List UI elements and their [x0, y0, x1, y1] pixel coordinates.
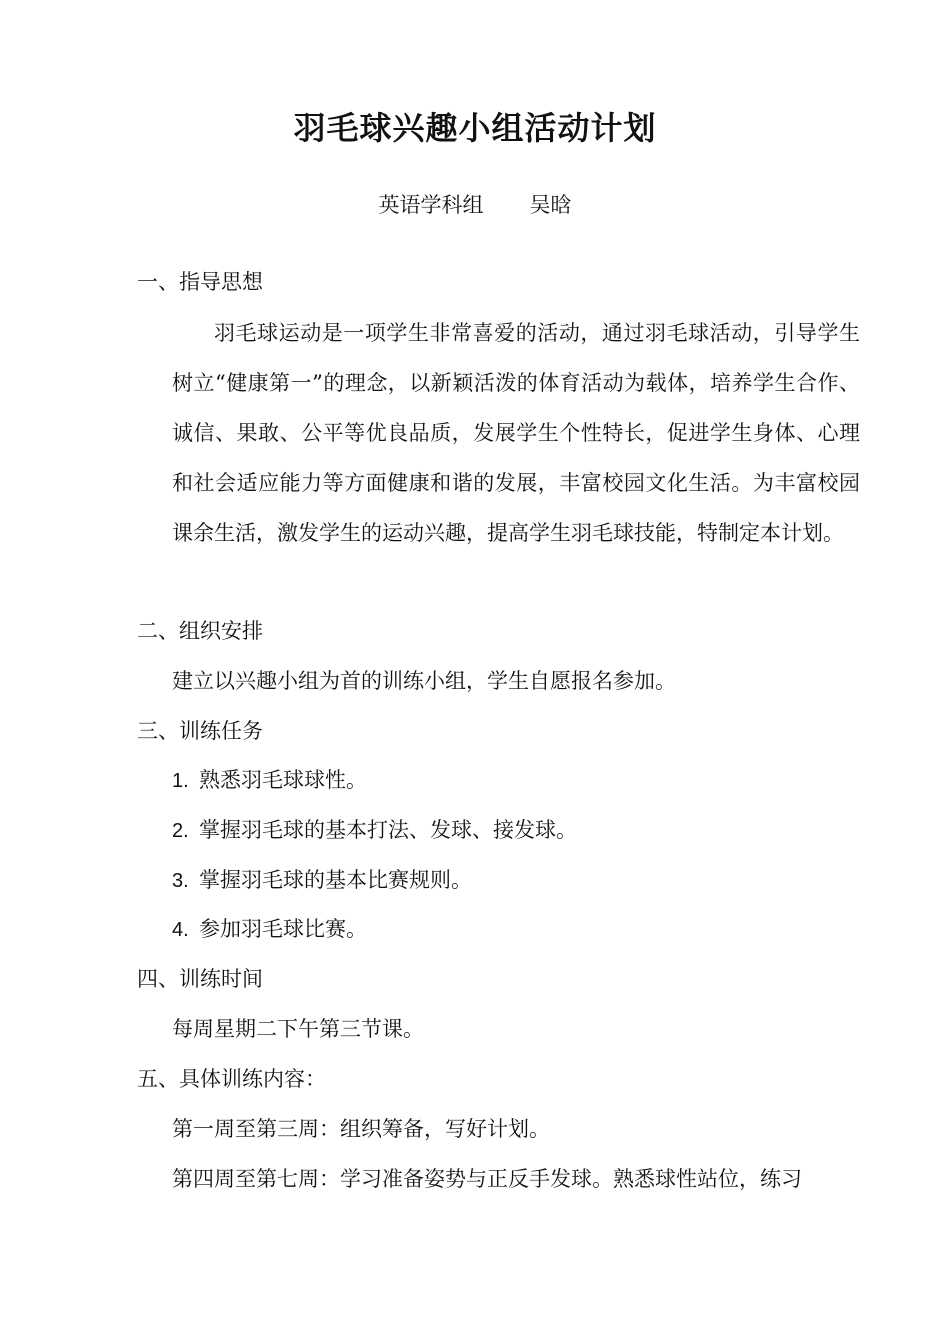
- list-item-text: 参加羽毛球比赛。: [199, 917, 367, 941]
- list-item-text: 掌握羽毛球的基本比赛规则。: [199, 868, 472, 892]
- list-item-number: 4.: [172, 919, 189, 941]
- list-item-number: 3.: [172, 870, 189, 892]
- training-content-line: 第四周至第七周：学习准备姿势与正反手发球。熟悉球性站位，练习: [172, 1167, 802, 1191]
- training-time-text: 每周星期二下午第三节课。: [172, 1017, 424, 1041]
- author-group: 英语学科组: [378, 193, 484, 217]
- section-heading-training-time: 四、训练时间: [137, 967, 263, 991]
- section-heading-training-content: 五、具体训练内容：: [137, 1067, 326, 1091]
- document-title: 羽毛球兴趣小组活动计划: [293, 109, 657, 147]
- list-item: [172, 813, 577, 848]
- list-item-text: 掌握羽毛球的基本打法、发球、接发球。: [199, 818, 577, 842]
- list-item-number: 2.: [172, 820, 189, 842]
- list-item: [172, 863, 472, 898]
- author-name: 吴晗: [529, 193, 572, 217]
- section-heading-training-tasks: 三、训练任务: [137, 719, 263, 743]
- list-item-number: 1.: [172, 770, 189, 792]
- list-item-text: 熟悉羽毛球球性。: [199, 768, 367, 792]
- section-heading-guiding-thought: 一、指导思想: [137, 270, 263, 294]
- list-item: [172, 912, 367, 947]
- list-item: [172, 763, 367, 798]
- author-line: [0, 188, 950, 222]
- training-content-line: 第一周至第三周：组织筹备，写好计划。: [172, 1117, 550, 1141]
- section-heading-organization: 二、组织安排: [137, 619, 263, 643]
- organization-text: 建立以兴趣小组为首的训练小组，学生自愿报名参加。: [172, 669, 676, 693]
- guiding-thought-paragraph: 羽毛球运动是一项学生非常喜爱的活动，通过羽毛球活动，引导学生树立“健康第一”的理念，以新颖活泼的体育活动为载体，培养学生合作、诚信、果敢、公平等优良品质，发展学生个性特长，促进学生身体、心理和社会适应能力等方面健康和谐的发展，丰富校园文化生活。为丰富校园课余生活，激发学生的运动兴趣，提高学生羽毛球技能，特制定本计划。: [172, 321, 860, 545]
